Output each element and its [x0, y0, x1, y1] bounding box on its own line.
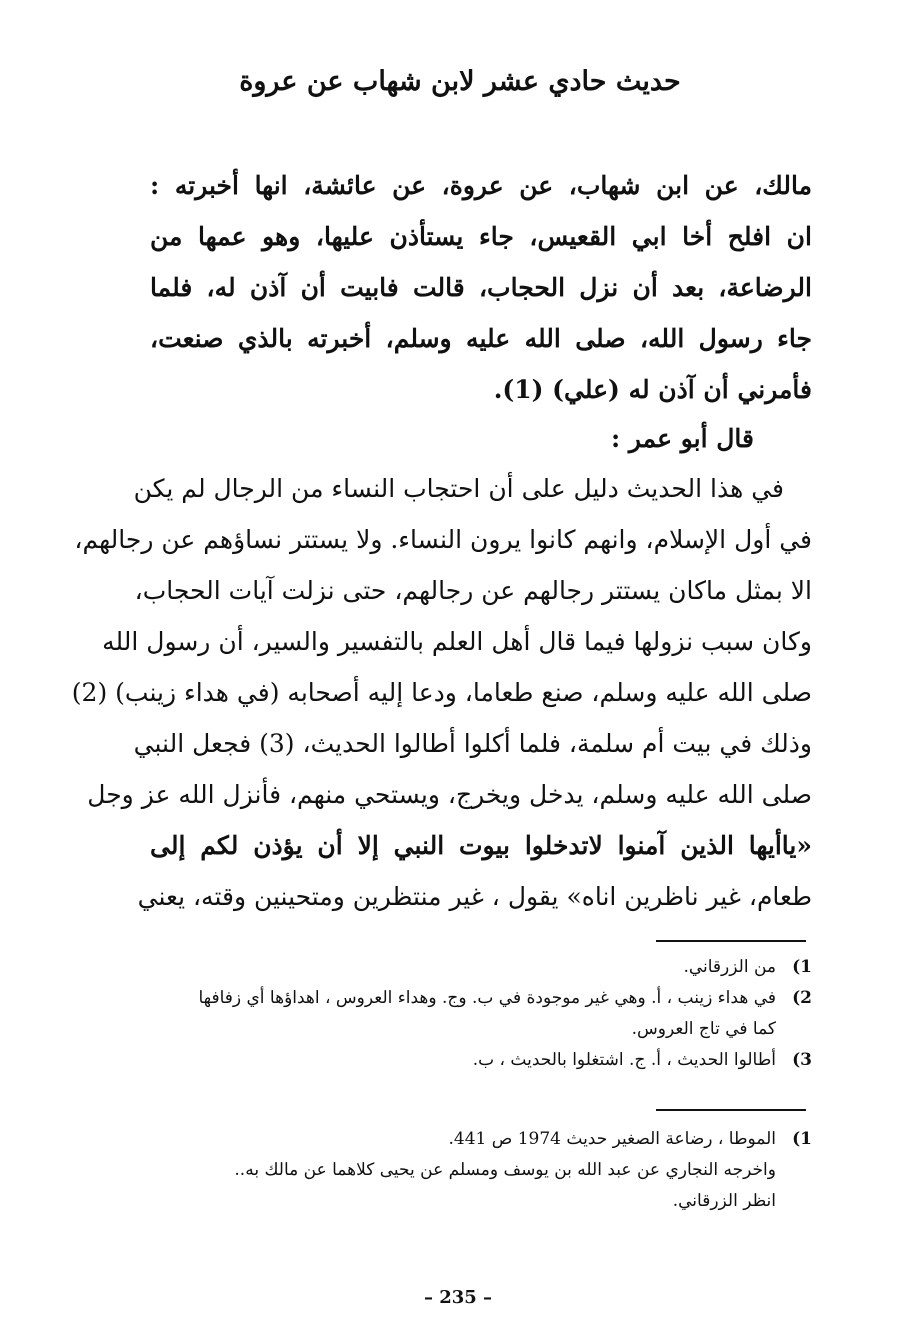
commentary-line: وكان سبب نزولها فيما قال أهل العلم بالتفسير والسير، أن رسول الله [102, 627, 812, 656]
commentary-line: صلى الله عليه وسلم، صنع طعاما، ودعا إليه أصحابه (في هداء زينب) (2) [71, 678, 812, 707]
footnote-item [172, 952, 812, 983]
hadith-line: فأمرني أن آذن له (علي) (1). [493, 375, 812, 404]
commentary-line: وذلك في بيت أم سلمة، فلما أكلوا أطالوا الحديث، (3) فجعل النبي [133, 729, 812, 758]
footnote-text: انظر الزرقاني. [672, 1191, 776, 1211]
footnote-number: 1) [792, 957, 812, 977]
commentary-line: طعام، غير ناظرين اناه» يقول ، غير منتظرين ومتحينين وقته، يعني [137, 882, 812, 911]
source-footnotes [172, 1124, 812, 1217]
hadith-line: جاء رسول الله، صلى الله عليه وسلم، أخبرته بالذي صنعت، [150, 324, 812, 353]
footnote-item [172, 1045, 812, 1076]
footnote-text: الموطا ، رضاعة الصغير حديث 1974 ص 441. [448, 1129, 776, 1149]
footnote-divider [656, 940, 806, 942]
variant-footnotes [172, 952, 812, 1076]
footnote-number: 2) [792, 988, 812, 1008]
footnote-text: واخرجه النجاري عن عبد الله بن يوسف ومسلم عن يحيى كلاهما عن مالك به.. [234, 1160, 776, 1180]
hadith-line: الرضاعة، بعد أن نزل الحجاب، قالت فابيت أن آذن له، فلما [150, 273, 812, 302]
hadith-line: مالك، عن ابن شهاب، عن عروة، عن عائشة، انها أخبرته : [150, 171, 812, 200]
commentary-line: الا بمثل ماكان يستتر رجالهم عن رجالهم، حتى نزلت آيات الحجاب، [134, 576, 812, 605]
footnote-number: 3) [792, 1050, 812, 1070]
commentary-line: في هذا الحديث دليل على أن احتجاب النساء من الرجال لم يكن [133, 474, 784, 503]
quran-verse-line: «ياأيها الذين آمنوا لاتدخلوا بيوت النبي إلا أن يؤذن لكم إلى [150, 831, 812, 860]
commentary-heading: قال أبو عمر : [610, 424, 754, 453]
main-text [71, 160, 812, 922]
commentary-line: في أول الإسلام، وانهم كانوا يرون النساء. ولا يستتر نساؤهم عن رجالهم، [74, 525, 812, 554]
footnote-number: 1) [792, 1129, 812, 1149]
commentary-line: صلى الله عليه وسلم، يدخل ويخرج، ويستحي منهم، فأنزل الله عز وجل [87, 780, 812, 809]
hadith-line: ان افلح أخا ابي القعيس، جاء يستأذن عليها، وهو عمها من [150, 222, 812, 251]
page-number: – 235 – [423, 1287, 493, 1308]
footnote-text: أطالوا الحديث ، أ. ج. اشتغلوا بالحديث ، ب. [472, 1050, 776, 1070]
footnote-text: في هداء زينب ، أ. وهي غير موجودة في ب. وج. وهداء العروس ، اهداؤها أي زفافها [198, 988, 776, 1008]
footnote-text: كما في تاج العروس. [631, 1019, 776, 1039]
footnote-item [172, 1124, 812, 1217]
page-title: حديث حادي عشر لابن شهاب عن عروة [239, 66, 681, 97]
footnote-text: من الزرقاني. [683, 957, 776, 977]
footnote-item [172, 983, 812, 1045]
footnote-divider [656, 1109, 806, 1111]
